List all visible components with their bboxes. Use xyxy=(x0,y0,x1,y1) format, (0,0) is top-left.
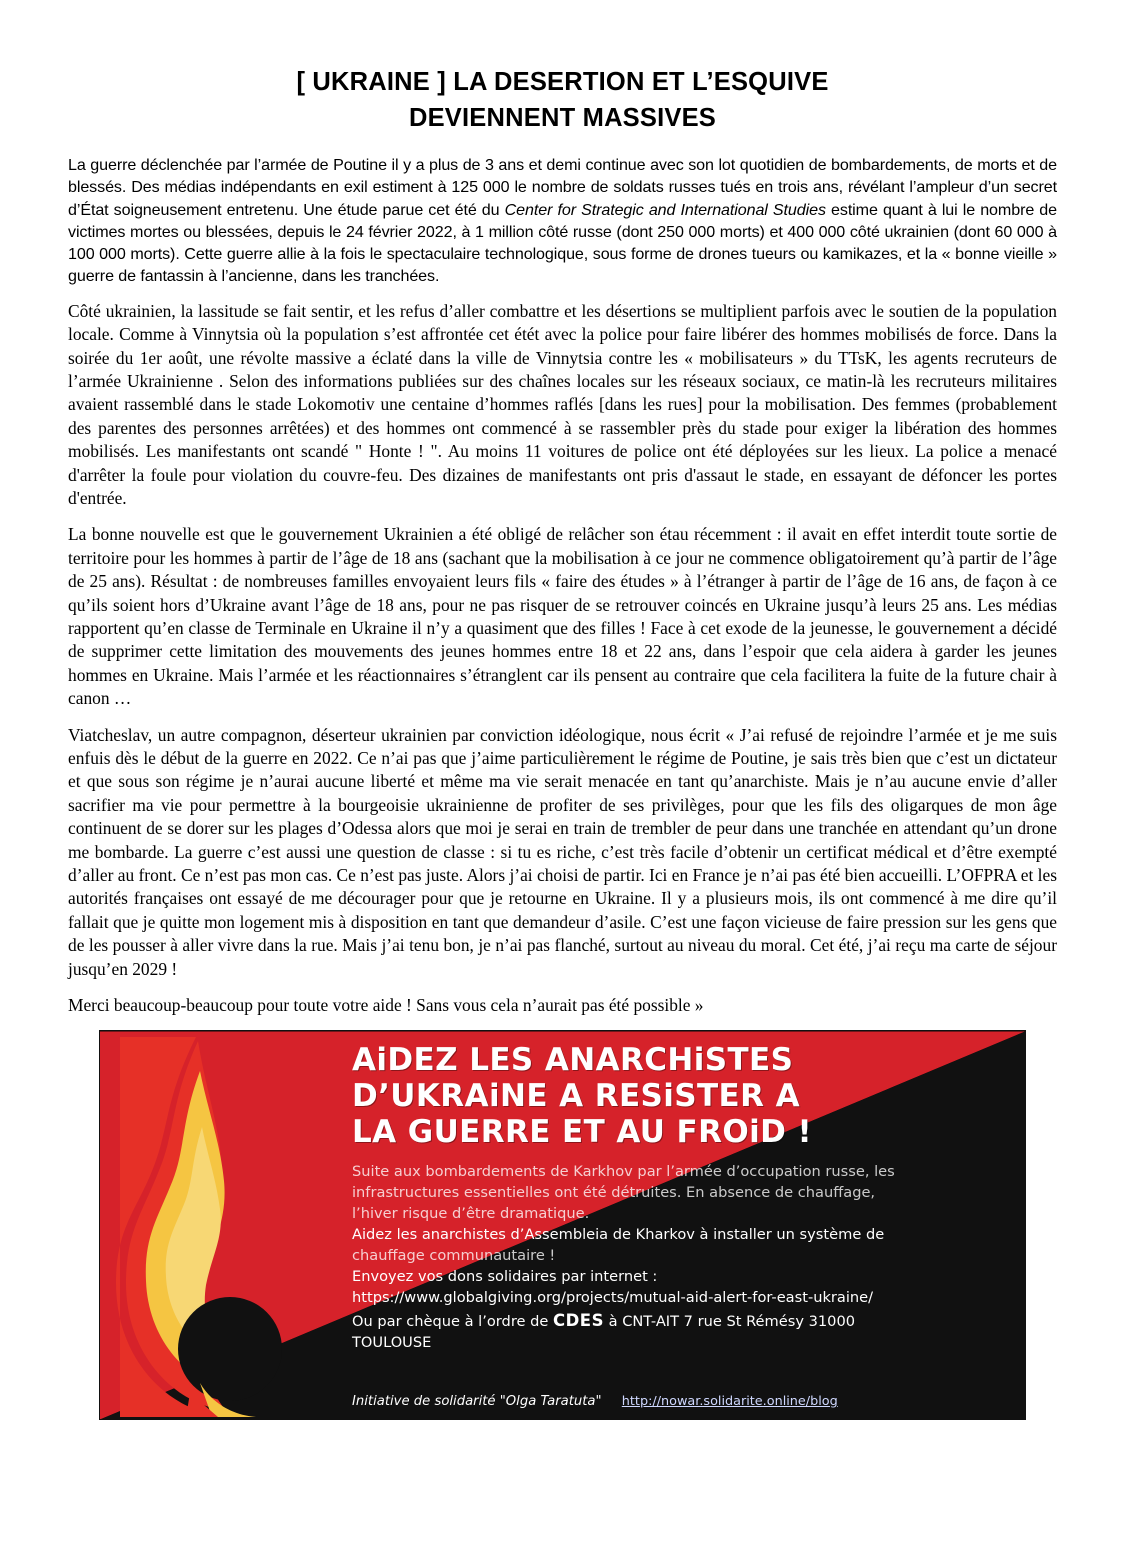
poster-donation-url[interactable]: https://www.globalgiving.org/projects/mutual-aid-alert-for-east-ukraine/ xyxy=(352,1289,874,1307)
poster-body-line-2: infrastructures essentielles ont été détruites. En absence de chauffage, xyxy=(352,1184,876,1202)
poster-body xyxy=(352,1163,1015,1353)
paragraph-testimony: Viatcheslav, un autre compagnon, déserteur ukrainien par conviction idéologique, nous écrit « J’ai refusé de rejoindre l’armée et je me suis enfuis dès le début de la guerre en 2022. Ce n’ai pas que j’aime particulièrement le régime de Poutine, je sais très bien que c’est un dictateur et que sous son régime je n’aurai aucune liberté et même ma vie serait menacée en tant qu’anarchiste. Mais je n’au aucune envie d’aller sacrifier ma vie pour permettre à la bourgeoisie ukrainienne de profiter de ses privilèges, pour que les fils des oligarques de mon âge continuent de se dorer sur les plages d’Odessa alors que moi je serai en train de trembler de peur dans une tranchée en attendant qu’un drone me bombarde. La guerre c’est aussi une question de classe : si tu es riche, c’est très facile d’obtenir un certificat médical et d’être exempté d’aller au front. Ce n’est pas mon cas. Ce n’est pas juste. Alors j’ai choisi de partir. Ici en France je n’ai pas été bien accueilli. L’OFPRA et les autorités françaises ont essayé de me décourager pour que je retourne en Ukraine. Il y a plusieurs mois, ils ont commencé à me dire qu’il fallait que je quitte mon logement mis à disposition en tant que demandeur d’asile. C’est une façon vicieuse de faire pression sur les gens que de les pousser à aller vivre dans la rue. Mais j’ai tenu bon, je n’ai pas flanché, surtout au niveau du moral. Cet été, j’ai reçu ma carte de séjour jusqu’en 2029 ! xyxy=(68,724,1057,979)
solidarity-poster xyxy=(100,1031,1025,1419)
poster-cheque-prefix: Ou par chèque à l’ordre de xyxy=(352,1313,549,1331)
flame-molotov-icon xyxy=(100,1031,350,1419)
paragraph-intro-part-a: La guerre déclenchée par l’armée de Poutine il y a plus de 3 ans et demi continue avec son lot quotidien de bombardements, de morts et de blessés. Des médias indépendants en exil estiment à 125 000 le nombre de soldats russes tués en trois ans, révélant l’ampleur d’un secret d’État soigneusement entretenu. Une étude parue cet été du xyxy=(68,156,1057,219)
paragraph-intro-part-b: estime quant à lui le nombre de victimes mortes ou blessées, depuis le 24 février 2022, à 1 million côté russe (dont 250 000 morts) et 400 000 côté ukrainien (dont 60 000 à 100 000 morts). Cette guerre allie à la fois le spectaculaire technologique, sous forme de drones tueurs ou kamikazes, et la « bonne vieille » guerre de fantassin à l’ancienne, dans les tranchées. xyxy=(68,200,1058,285)
paragraph-vinnytsia: Côté ukrainien, la lassitude se fait sentir, et les refus d’aller combattre et les désertions se multiplient parfois avec le soutien de la population locale. Comme à Vinnytsia où la population s’est affrontée cet étét avec la police pour faire libérer des hommes mobilisés de force. Dans la soirée du 1er août, une révolte massive a éclaté dans la ville de Vinnytsia contre les « mobilisateurs » du TTsK, les agents recruteurs de l’armée Ukrainienne . Selon des informations publiées sur des chaînes locales sur les réseaux sociaux, ce matin-là les recruteurs militaires avaient rassemblé dans le stade Lokomotiv une centaine d’hommes raflés [dans les rues] pour la mobilisation. Des femmes (probablement des parentes des personnes arrêtées) et des hommes ont commencé à se rassembler près du stade pour exiger la libération des hommes mobilisés. Les manifestants ont scandé " Honte ! ". Au moins 11 voitures de police ont été déployées sur les lieux. La police a menacé d'arrêter la foule pour violation du couvre-feu. Des dizaines de manifestants ont pris d'assaut le stade, en essayant de défoncer les portes d'entrée. xyxy=(68,300,1057,508)
poster-footer-text: Initiative de solidarité "Olga Taratuta" xyxy=(352,1394,602,1410)
study-name-italic: Center for Strategic and International Studies xyxy=(504,200,826,219)
poster-cheque-line xyxy=(352,1310,1015,1332)
poster-body-line-5: chauffage communautaire ! xyxy=(352,1247,556,1265)
paragraph-thanks: Merci beaucoup-beaucoup pour toute votre aide ! Sans vous cela n’aurait pas été possible » xyxy=(68,995,704,1016)
paragraph-government: La bonne nouvelle est que le gouvernement Ukrainien a été obligé de relâcher son étau récemment : il avait en effet interdit toute sortie de territoire pour les hommes à partir de l’âge de 18 ans (sachant que la mobilisation à ce jour ne commence obligatoirement qu’à partir de l’âge de 25 ans). Résultat : de nombreuses familles envoyaient leurs fils « faire des études » à l’étranger à partir de l’âge de 16 ans, de façon à ce qu’ils soient hors d’Ukraine avant l’âge de 18 ans, pour ne pas risquer de se retrouver coincés en Ukraine jusqu’à leurs 25 ans. Les médias rapportent qu’en classe de Terminale en Ukraine il n’y a quasiment que des filles ! Face à cet exode de la jeunesse, le gouvernement a décidé de supprimer cette limitation des mouvements des jeunes hommes entre 18 et 22 ans, dans l’espoir que cela aidera à garder les jeunes hommes en Ukraine. Mais l’armée et les réactionnaires s’étranglent car ils pensent au contraire que cela facilitera la fuite de la future chair à canon … xyxy=(68,524,1057,709)
poster-headline-line-1: AiDEZ LES ANARCHiSTES xyxy=(352,1042,794,1079)
poster-headline-line-3: LA GUERRE ET AU FROiD ! xyxy=(352,1114,813,1151)
poster-text-block xyxy=(352,1039,1015,1415)
page-title xyxy=(68,64,1057,136)
poster-cheque-suffix: à CNT-AIT 7 rue St Rémésy 31000 xyxy=(608,1313,856,1331)
poster-body-line-1: Suite aux bombardements de Karkhov par l’armée d’occupation russe, les xyxy=(352,1163,895,1181)
poster-headline-line-2: D’UKRAiNE A RESiSTER A xyxy=(352,1078,800,1115)
title-line-1: [ UKRAINE ] LA DESERTION ET L’ESQUIVE xyxy=(296,68,829,96)
poster-container xyxy=(68,1031,1057,1419)
poster-body-line-6: Envoyez vos dons solidaires par internet : xyxy=(352,1268,658,1286)
title-line-2: DEVIENNENT MASSIVES xyxy=(408,104,717,133)
poster-body-line-4: Aidez les anarchistes d’Assembleia de Kharkov à installer un système de xyxy=(352,1226,885,1244)
poster-footer-link[interactable]: http://nowar.solidarite.online/blog xyxy=(621,1394,838,1410)
poster-headline xyxy=(352,1043,1015,1151)
poster-footer xyxy=(352,1394,838,1409)
poster-cheque-org: CDES xyxy=(553,1311,604,1331)
paragraph-intro xyxy=(68,154,1057,286)
poster-body-line-3: l’hiver risque d’être dramatique. xyxy=(352,1205,590,1223)
poster-cheque-city: TOULOUSE xyxy=(352,1334,432,1352)
